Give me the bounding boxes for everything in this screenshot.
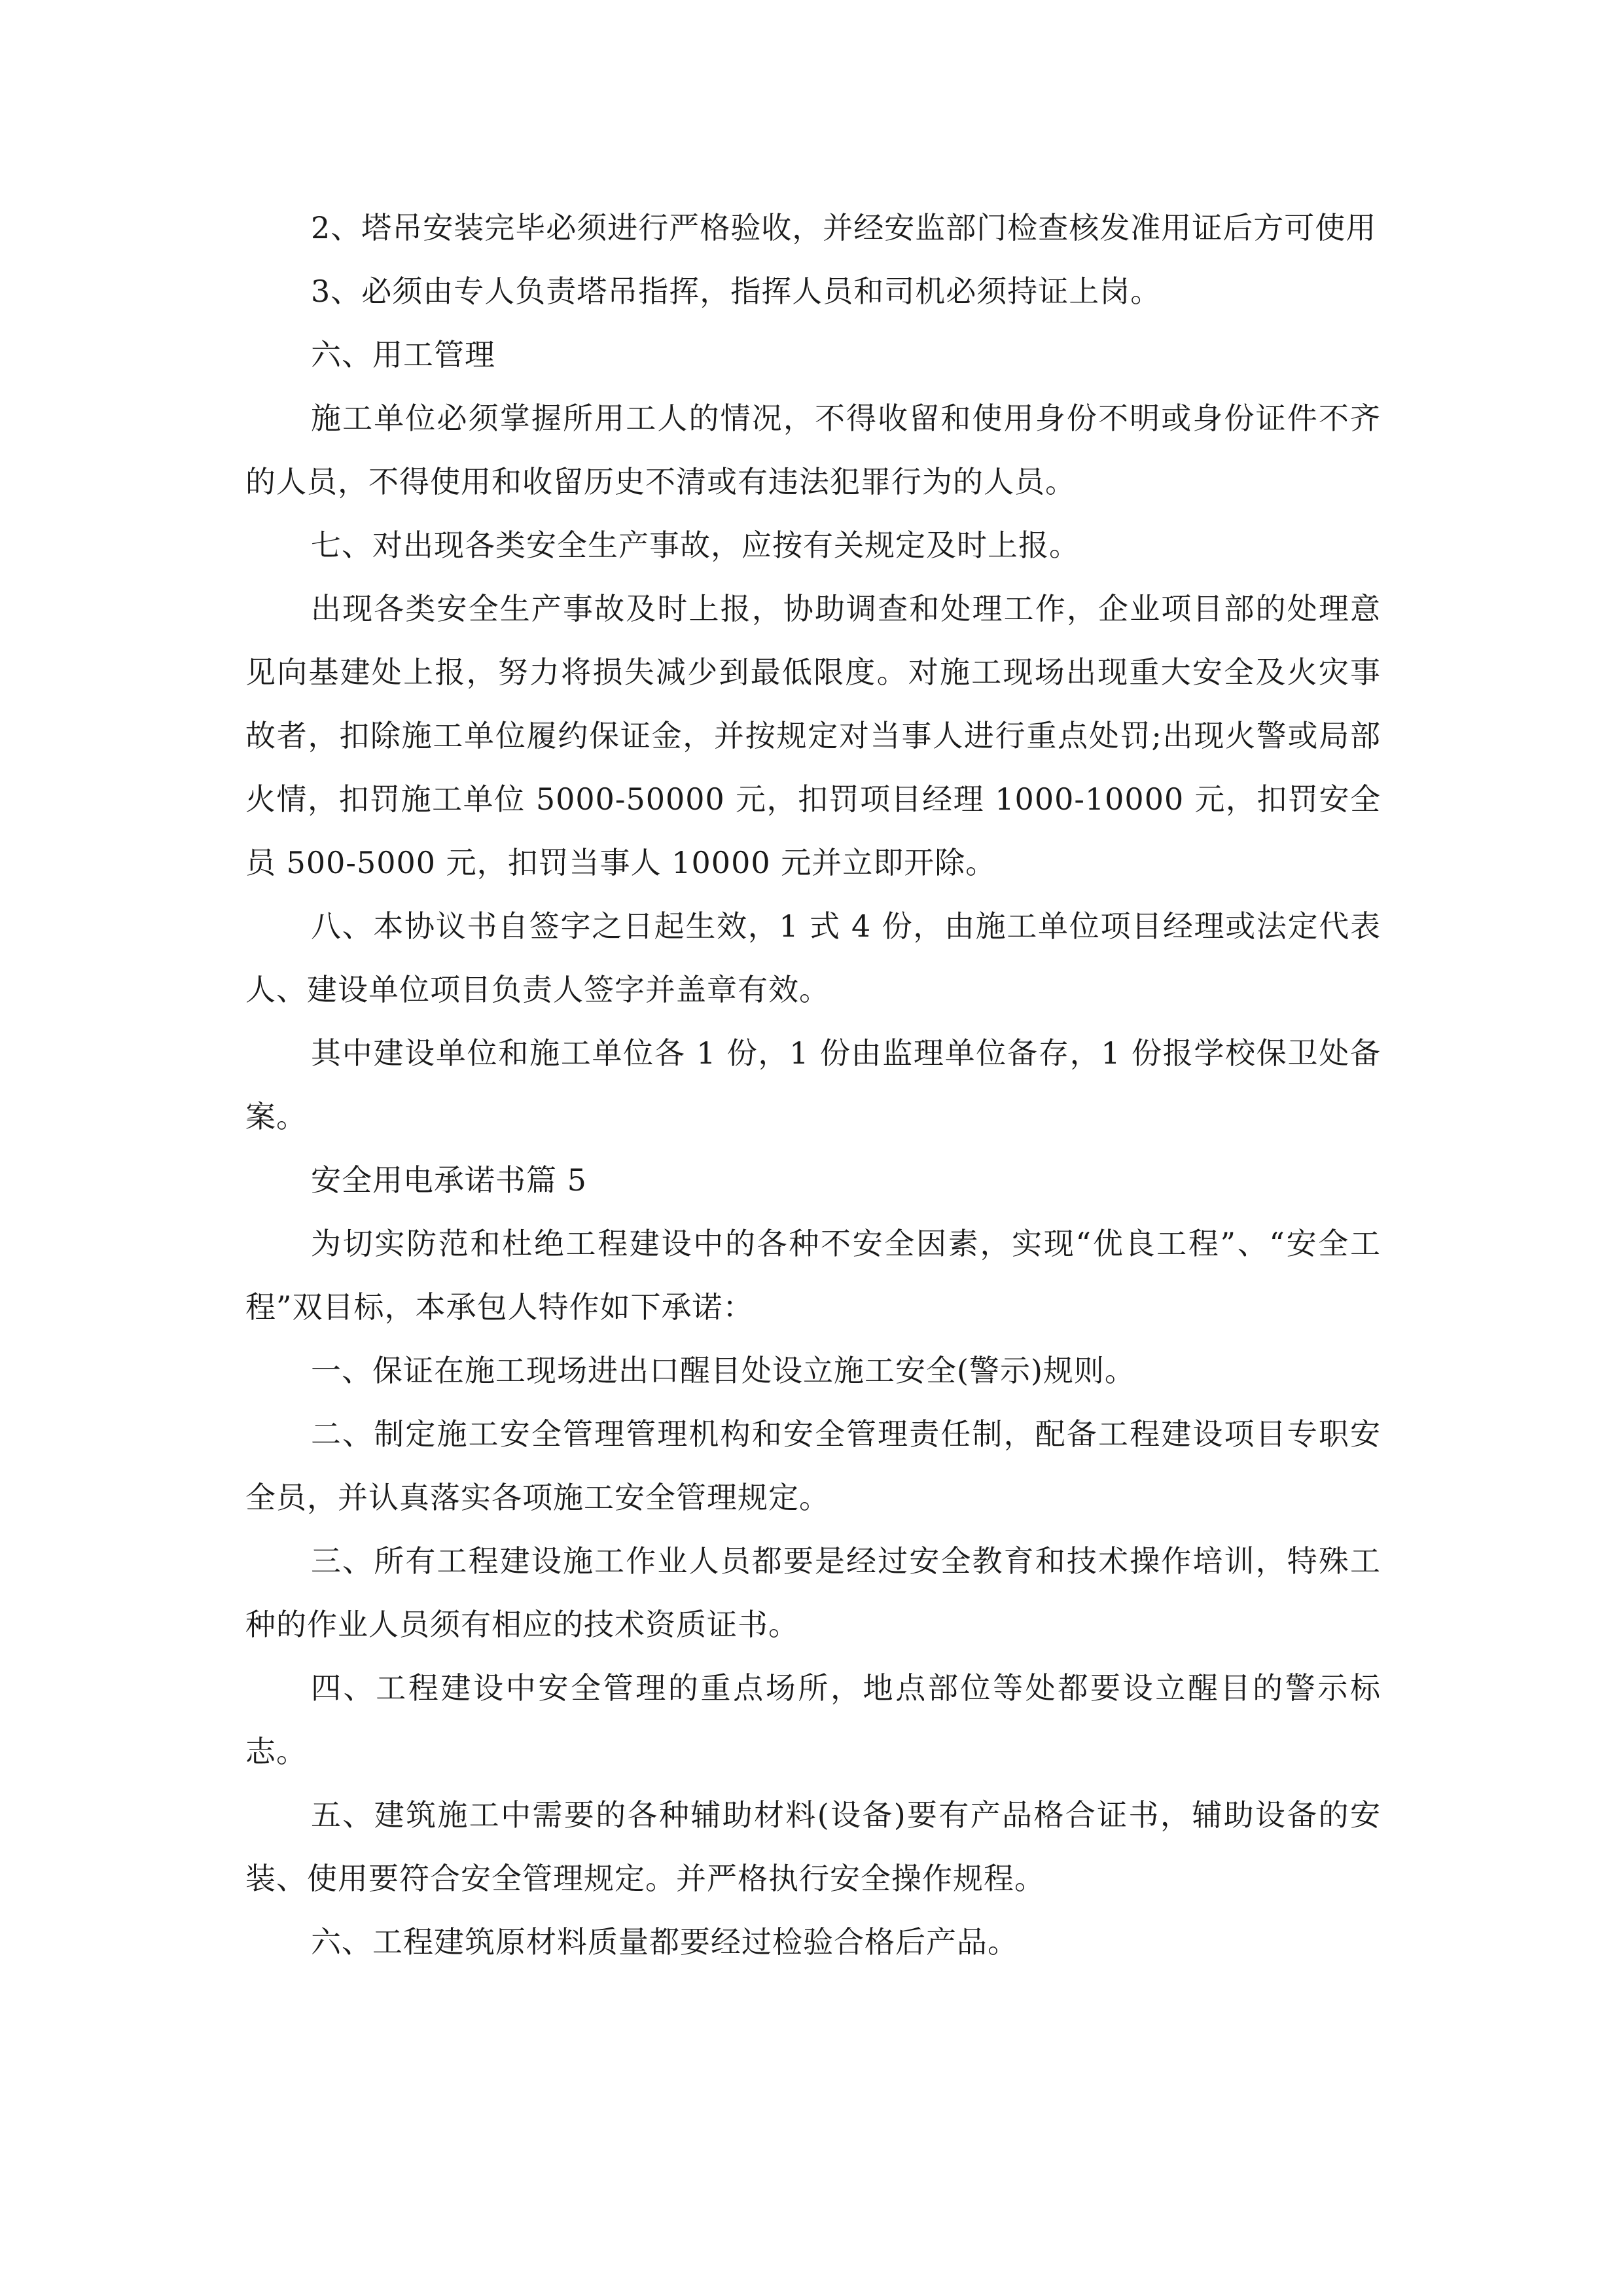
paragraph-labor-management: 施工单位必须掌握所用工人的情况，不得收留和使用身份不明或身份证件不齐的人员，不得使用和收留历史不清或有违法犯罪行为的人员。 [245,401,1381,499]
paragraph-pledge-item-1: 一、保证在施工现场进出口醒目处设立施工安全(警示)规则。 [311,1353,1135,1388]
paragraph-pledge-item-4: 四、工程建设中安全管理的重点场所，地点部位等处都要设立醒目的警示标志。 [245,1670,1381,1769]
paragraph-pledge-item-6: 六、工程建筑原材料质量都要经过检验合格后产品。 [311,1924,1018,1960]
paragraph-agreement-effective: 八、本协议书自签字之日起生效，1 式 4 份，由施工单位项目经理或法定代表人、建设单位项目负责人签字并盖章有效。 [245,908,1381,1007]
section-heading-electricity-pledge-5: 安全用电承诺书篇 5 [311,1162,587,1198]
paragraph-copies-distribution: 其中建设单位和施工单位各 1 份，1 份由监理单位备存，1 份报学校保卫处备案。 [245,1035,1381,1134]
paragraph-pledge-item-5: 五、建筑施工中需要的各种辅助材料(设备)要有产品格合证书，辅助设备的安装、使用要符合安全管理规定。并严格执行安全操作规程。 [245,1797,1381,1896]
paragraph-pledge-intro: 为切实防范和杜绝工程建设中的各种不安全因素，实现“优良工程”、“安全工程”双目标，本承包人特作如下承诺： [245,1226,1381,1325]
paragraph-pledge-item-3: 三、所有工程建设施工作业人员都要是经过安全教育和技术操作培训，特殊工种的作业人员须有相应的技术资质证书。 [245,1543,1381,1642]
section-heading-labor-management: 六、用工管理 [311,337,495,372]
paragraph-accident-penalties: 出现各类安全生产事故及时上报，协助调查和处理工作，企业项目部的处理意见向基建处上报，努力将损失减少到最低限度。对施工现场出现重大安全及火灾事故者，扣除施工单位履约保证金，并按规定对当事人进行重点处罚;出现火警或局部火情，扣罚施工单位 5000-50000 元，扣罚项目经理 1000-10000 元，扣罚安全员 500-5000 元，扣罚当事人 10000 元并立即开除。 [245,591,1381,880]
paragraph-pledge-item-2: 二、制定施工安全管理管理机构和安全管理责任制，配备工程建设项目专职安全员，并认真落实各项施工安全管理规定。 [245,1416,1381,1515]
paragraph-tower-crane-acceptance: 2、塔吊安装完毕必须进行严格验收，并经安监部门检查核发准用证后方可使用 [311,210,1377,245]
section-heading-accident-reporting: 七、对出现各类安全生产事故，应按有关规定及时上报。 [311,528,1080,563]
paragraph-tower-crane-commander: 3、必须由专人负责塔吊指挥，指挥人员和司机必须持证上岗。 [311,274,1162,309]
document-body [245,196,1381,1974]
